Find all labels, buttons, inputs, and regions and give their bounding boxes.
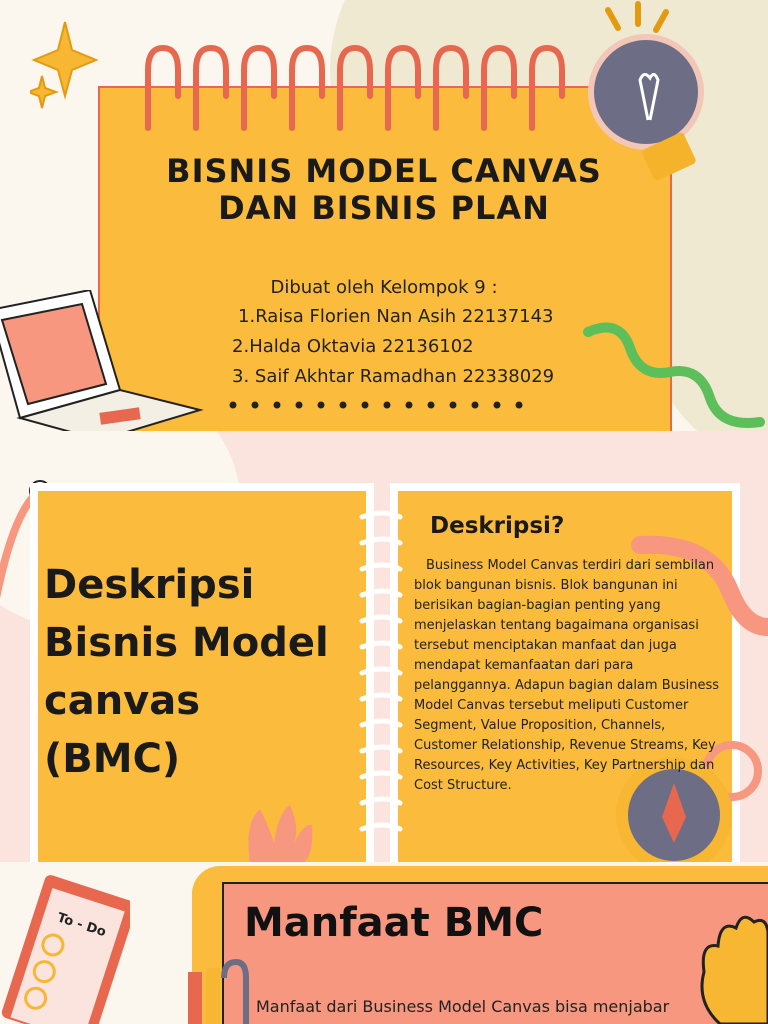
member-number: 3. bbox=[232, 366, 250, 387]
title-line: canvas bbox=[44, 678, 201, 724]
slide-1 bbox=[0, 0, 768, 431]
slide-2-title bbox=[44, 556, 329, 788]
dot-divider bbox=[226, 398, 546, 412]
description-paragraph: Business Model Canvas terdiri dari sembilan blok bangunan bisnis. Blok bangunan ini berisikan bagian-bagian penting yang menjelaskan tentang bagaimana organisasi tersebut menciptakan manfaat dan juga mendapat kemanfaatan dari para pelanggannya. Adapun bagian dalam Business Model Canvas tersebut meliputi Customer Segment, Value Proposition, Channels, Customer Relationship, Revenue Streams, Key Resources, Key Activities, Key Partnership dan Cost Structure. bbox=[414, 558, 720, 793]
title-line: Deskripsi bbox=[44, 562, 255, 608]
member-name: Halda Oktavia 22136102 bbox=[249, 336, 474, 357]
todo-clipboard-icon bbox=[0, 872, 130, 1024]
description-heading: Deskripsi? bbox=[430, 513, 565, 539]
spiral-rings bbox=[130, 40, 600, 136]
manfaat-paragraph: Manfaat dari Business Model Canvas bisa menjabar bbox=[256, 997, 670, 1016]
title-line: Bisnis Model bbox=[44, 620, 329, 666]
credit-heading: Dibuat oleh Kelompok 9 : bbox=[270, 277, 498, 298]
member-2 bbox=[232, 336, 474, 357]
title-line-2: DAN BISNIS PLAN bbox=[218, 189, 550, 227]
member-name: Raisa Florien Nan Asih 22137143 bbox=[255, 306, 554, 327]
notebook-spiral bbox=[356, 509, 412, 859]
title-line: (BMC) bbox=[44, 736, 181, 782]
squiggle-decoration bbox=[580, 318, 768, 431]
member-number: 1. bbox=[238, 306, 256, 327]
laptop-icon bbox=[0, 290, 210, 431]
title-line-1: BISNIS MODEL CANVAS bbox=[166, 152, 602, 190]
plant-icon bbox=[244, 803, 314, 862]
manfaat-heading: Manfaat BMC bbox=[244, 900, 544, 946]
sparkle-icon bbox=[30, 20, 100, 120]
pencil-cup-icon bbox=[186, 958, 250, 1024]
hand-icon bbox=[690, 902, 768, 1024]
slide-3 bbox=[0, 862, 768, 1024]
slide-2 bbox=[0, 431, 768, 862]
member-number: 2. bbox=[232, 336, 250, 357]
todo-label: To - Do bbox=[55, 910, 108, 941]
deck-title bbox=[100, 153, 668, 227]
member-3 bbox=[232, 366, 554, 387]
member-name: Saif Akhtar Ramadhan 22338029 bbox=[254, 366, 555, 387]
member-1 bbox=[238, 306, 554, 327]
